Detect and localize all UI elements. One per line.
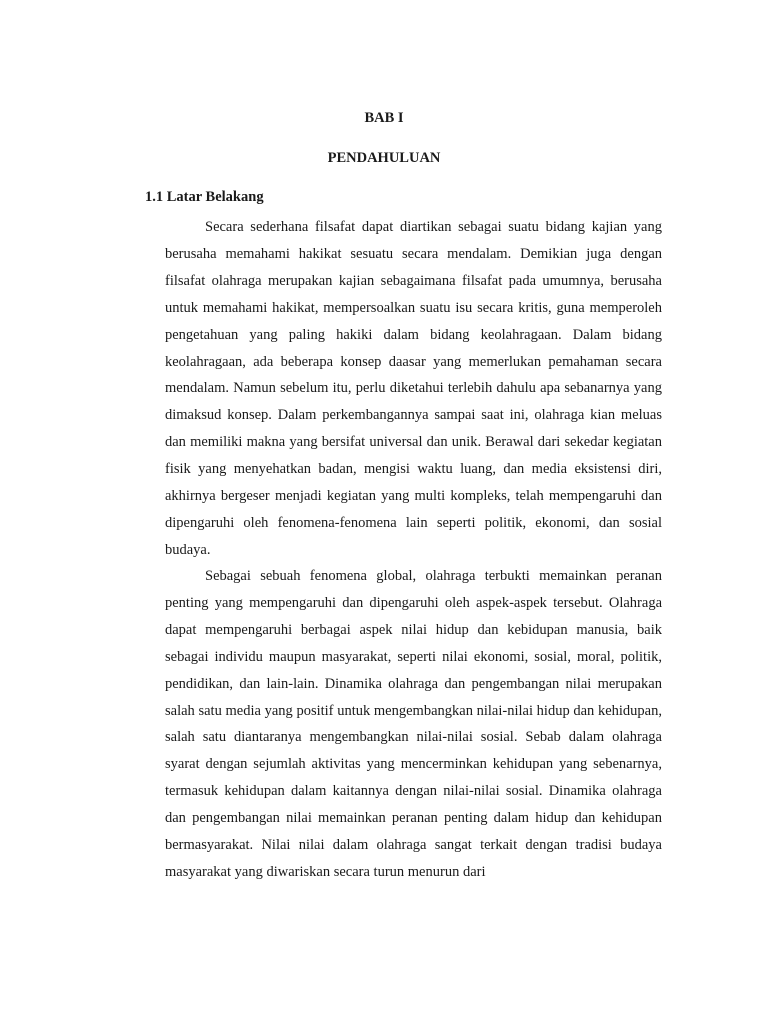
chapter-title: PENDAHULUAN: [327, 150, 441, 166]
chapter-number: BAB I: [364, 110, 404, 126]
paragraph-1: Secara sederhana filsafat dapat diartikan sebagai suatu bidang kajian yang berusaha memahami hakikat sesuatu secara mendalam. Demikian juga dengan filsafat olahraga merupakan kajian sebagaimana filsafat pada umumnya, berusaha untuk memahami hakikat, mempersoalkan suatu isu secara kritis, guna memperoleh pengetahuan yang paling hakiki dalam bidang keolahragaan. Dalam bidang keolahragaan, ada beberapa konsep daasar yang memerlukan pemahaman secara mendalam. Namun sebelum itu, perlu diketahui terlebih dahulu apa sebanarnya yang dimaksud konsep. Dalam perkembangannya sampai saat ini, olahraga kian meluas dan memiliki makna yang bersifat universal dan unik. Berawal dari sekedar kegiatan fisik yang menyehatkan badan, mengisi waktu luang, dan media eksistensi diri, akhirnya bergeser menjadi kegiatan yang multi kompleks, telah mempengaruhi dan dipengaruhi oleh fenomena-fenomena lain seperti politik, ekonomi, dan sosial budaya.: [165, 219, 662, 558]
paragraph-2: Sebagai sebuah fenomena global, olahraga terbukti memainkan peranan penting yang mempengaruhi dan dipengaruhi oleh aspek-aspek tersebut. Olahraga dapat mempengaruhi berbagai aspek nilai hidup dan kebidupan manusia, baik sebagai individu maupun masyarakat, seperti nilai ekonomi, sosial, moral, politik, pendidikan, dan lain-lain. Dinamika olahraga dan pengembangan nilai merupakan salah satu media yang positif untuk mengembangkan nilai-nilai hidup dan kehidupan, salah satu diantaranya mengembangkan nilai-nilai sosial. Sebab dalam olahraga syarat dengan sejumlah aktivitas yang mencerminkan kehidupan yang sebenarnya, termasuk kehidupan dalam kaitannya dengan nilai-nilai sosial. Dinamika olahraga dan pengembangan nilai memainkan peranan penting dalam hidup dan kehidupan bermasyarakat. Nilai nilai dalam olahraga sangat terkait dengan tradisi budaya masyarakat yang diwariskan secara turun menurun dari: [165, 568, 662, 880]
section-heading: 1.1 Latar Belakang: [145, 189, 264, 205]
